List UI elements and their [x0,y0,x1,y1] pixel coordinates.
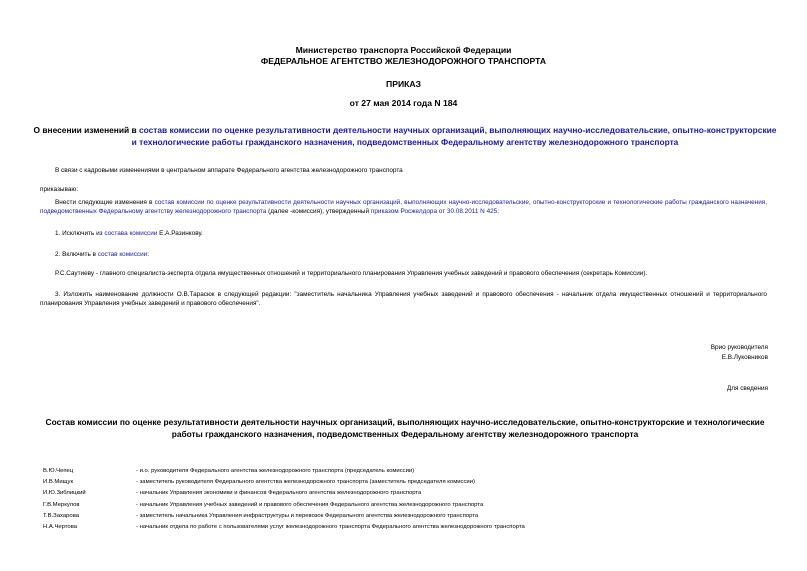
member-row [43,522,783,533]
intro-paragraph: В связи с кадровыми изменениями в центральном аппарате Федерального агентства железнодорожного транспорта [55,167,403,174]
title-commission-link[interactable]: состав комиссии по оценке результативности деятельности научных организаций, выполняющих научно-исследовательские, опытно-конструкторские и технологические работы гражданского назначения, подведомственных Федеральному агентству железнодорожного транспорта [131,125,777,147]
member-row [43,488,783,499]
item-2-person: Р.С.Саутиеву - главного специалиста-эксперта отдела имущественных отношений и территориального планирования Управления учебных заведений и правового обеспечения (секретарь Комиссии). [55,270,648,277]
member-role: - заместитель руководителя Федерального агентства железнодорожного транспорта (заместитель председателя комиссии) [136,479,475,486]
member-role: - начальник отдела по работе с пользователями услуг железнодорожного транспорта Федерального агентства железнодорожного транспорта [136,523,525,530]
member-name: В.Ю.Чепец [43,468,74,474]
member-role: - начальник Управления экономики и финансов Федерального агентства железнодорожного транспорта [136,490,422,497]
amend-commission-link[interactable]: состав комиссии по оценке результативности деятельности научных организаций, выполняющих научно-исследовательские, опытно-конструкторские и технологические работы гражданского назначения, подведомственных Федеральному агентству железнодорожного транспорта [40,199,768,215]
item2-prefix: 2. Включить в [55,251,98,258]
composition-title: Состав комиссии по оценке результативности деятельности научных организаций, выполняющих научно-исследовательские, опытно-конструкторские и технологические работы гражданского назначения, подведомственных Федеральному агентству железнодорожного транспорта [45,417,765,439]
item1-commission-link[interactable]: состава комиссии [104,230,158,237]
order-word: приказываю: [40,186,78,193]
amendment-paragraph [40,198,767,216]
member-row [43,500,783,511]
item2-suffix: : [147,251,150,258]
member-name: И.В.Мищук [43,479,74,486]
member-role: - начальник Управления учебных заведений и правового обеспечения Федерального агентства железнодорожного транспорта [136,501,484,508]
distribution-note: Для сведения [726,385,768,392]
amend-suffix: : [497,208,500,215]
item-1 [55,229,767,238]
member-row [43,466,783,477]
members-list [43,466,783,533]
member-name: Г.В.Меркулов [43,501,80,508]
amend-middle: (далее -комиссия), утвержденный [266,208,371,215]
item-3: 3. Изложить наименование должности О.В.Тарасюк в следующей редакции: "заместитель начальника Управления учебных заведений и правового обеспечения - начальник отдела имущественных отношений и территориального планирования Управления учебных заведений и правового обеспечения". [40,291,767,307]
agency-name: ФЕДЕРАЛЬНОЕ АГЕНТСТВО ЖЕЛЕЗНОДОРОЖНОГО ТРАНСПОРТА [260,56,547,66]
item1-prefix: 1. Исключить из [55,230,105,237]
item-2 [55,250,767,259]
document-date-number: от 27 мая 2014 года N 184 [349,98,458,108]
member-role: - и.о. руководителя Федерального агентства железнодорожного транспорта (председатель комиссии) [136,468,415,474]
member-name: Н.А.Чертова [43,523,78,530]
ministry-name: Министерство транспорта Российской Федерации [295,45,512,55]
signature-name: Е.В.Луковников [721,354,768,361]
amend-prefix: Внести следующие изменения в [55,199,155,206]
signature-position: Врио руководителя [710,344,768,351]
item2-commission-link[interactable]: состав комиссии [97,251,148,258]
member-role: - заместитель начальника Управления инфраструктуры и перевозок Федерального агентства железнодорожного транспорта [136,512,479,519]
document-type: ПРИКАЗ [386,79,421,89]
member-row [43,477,783,488]
member-name: Т.В.Захарова [43,512,80,519]
document-title [30,125,780,148]
member-row [43,511,783,522]
amend-order-link[interactable]: приказом Росжелдора от 30.08.2011 N 425 [370,208,498,215]
title-prefix: О внесении изменений в [33,125,139,135]
item1-suffix: Е.А.Разинкову. [157,230,203,237]
member-name: И.Ю.Зиблицкий [43,490,86,497]
